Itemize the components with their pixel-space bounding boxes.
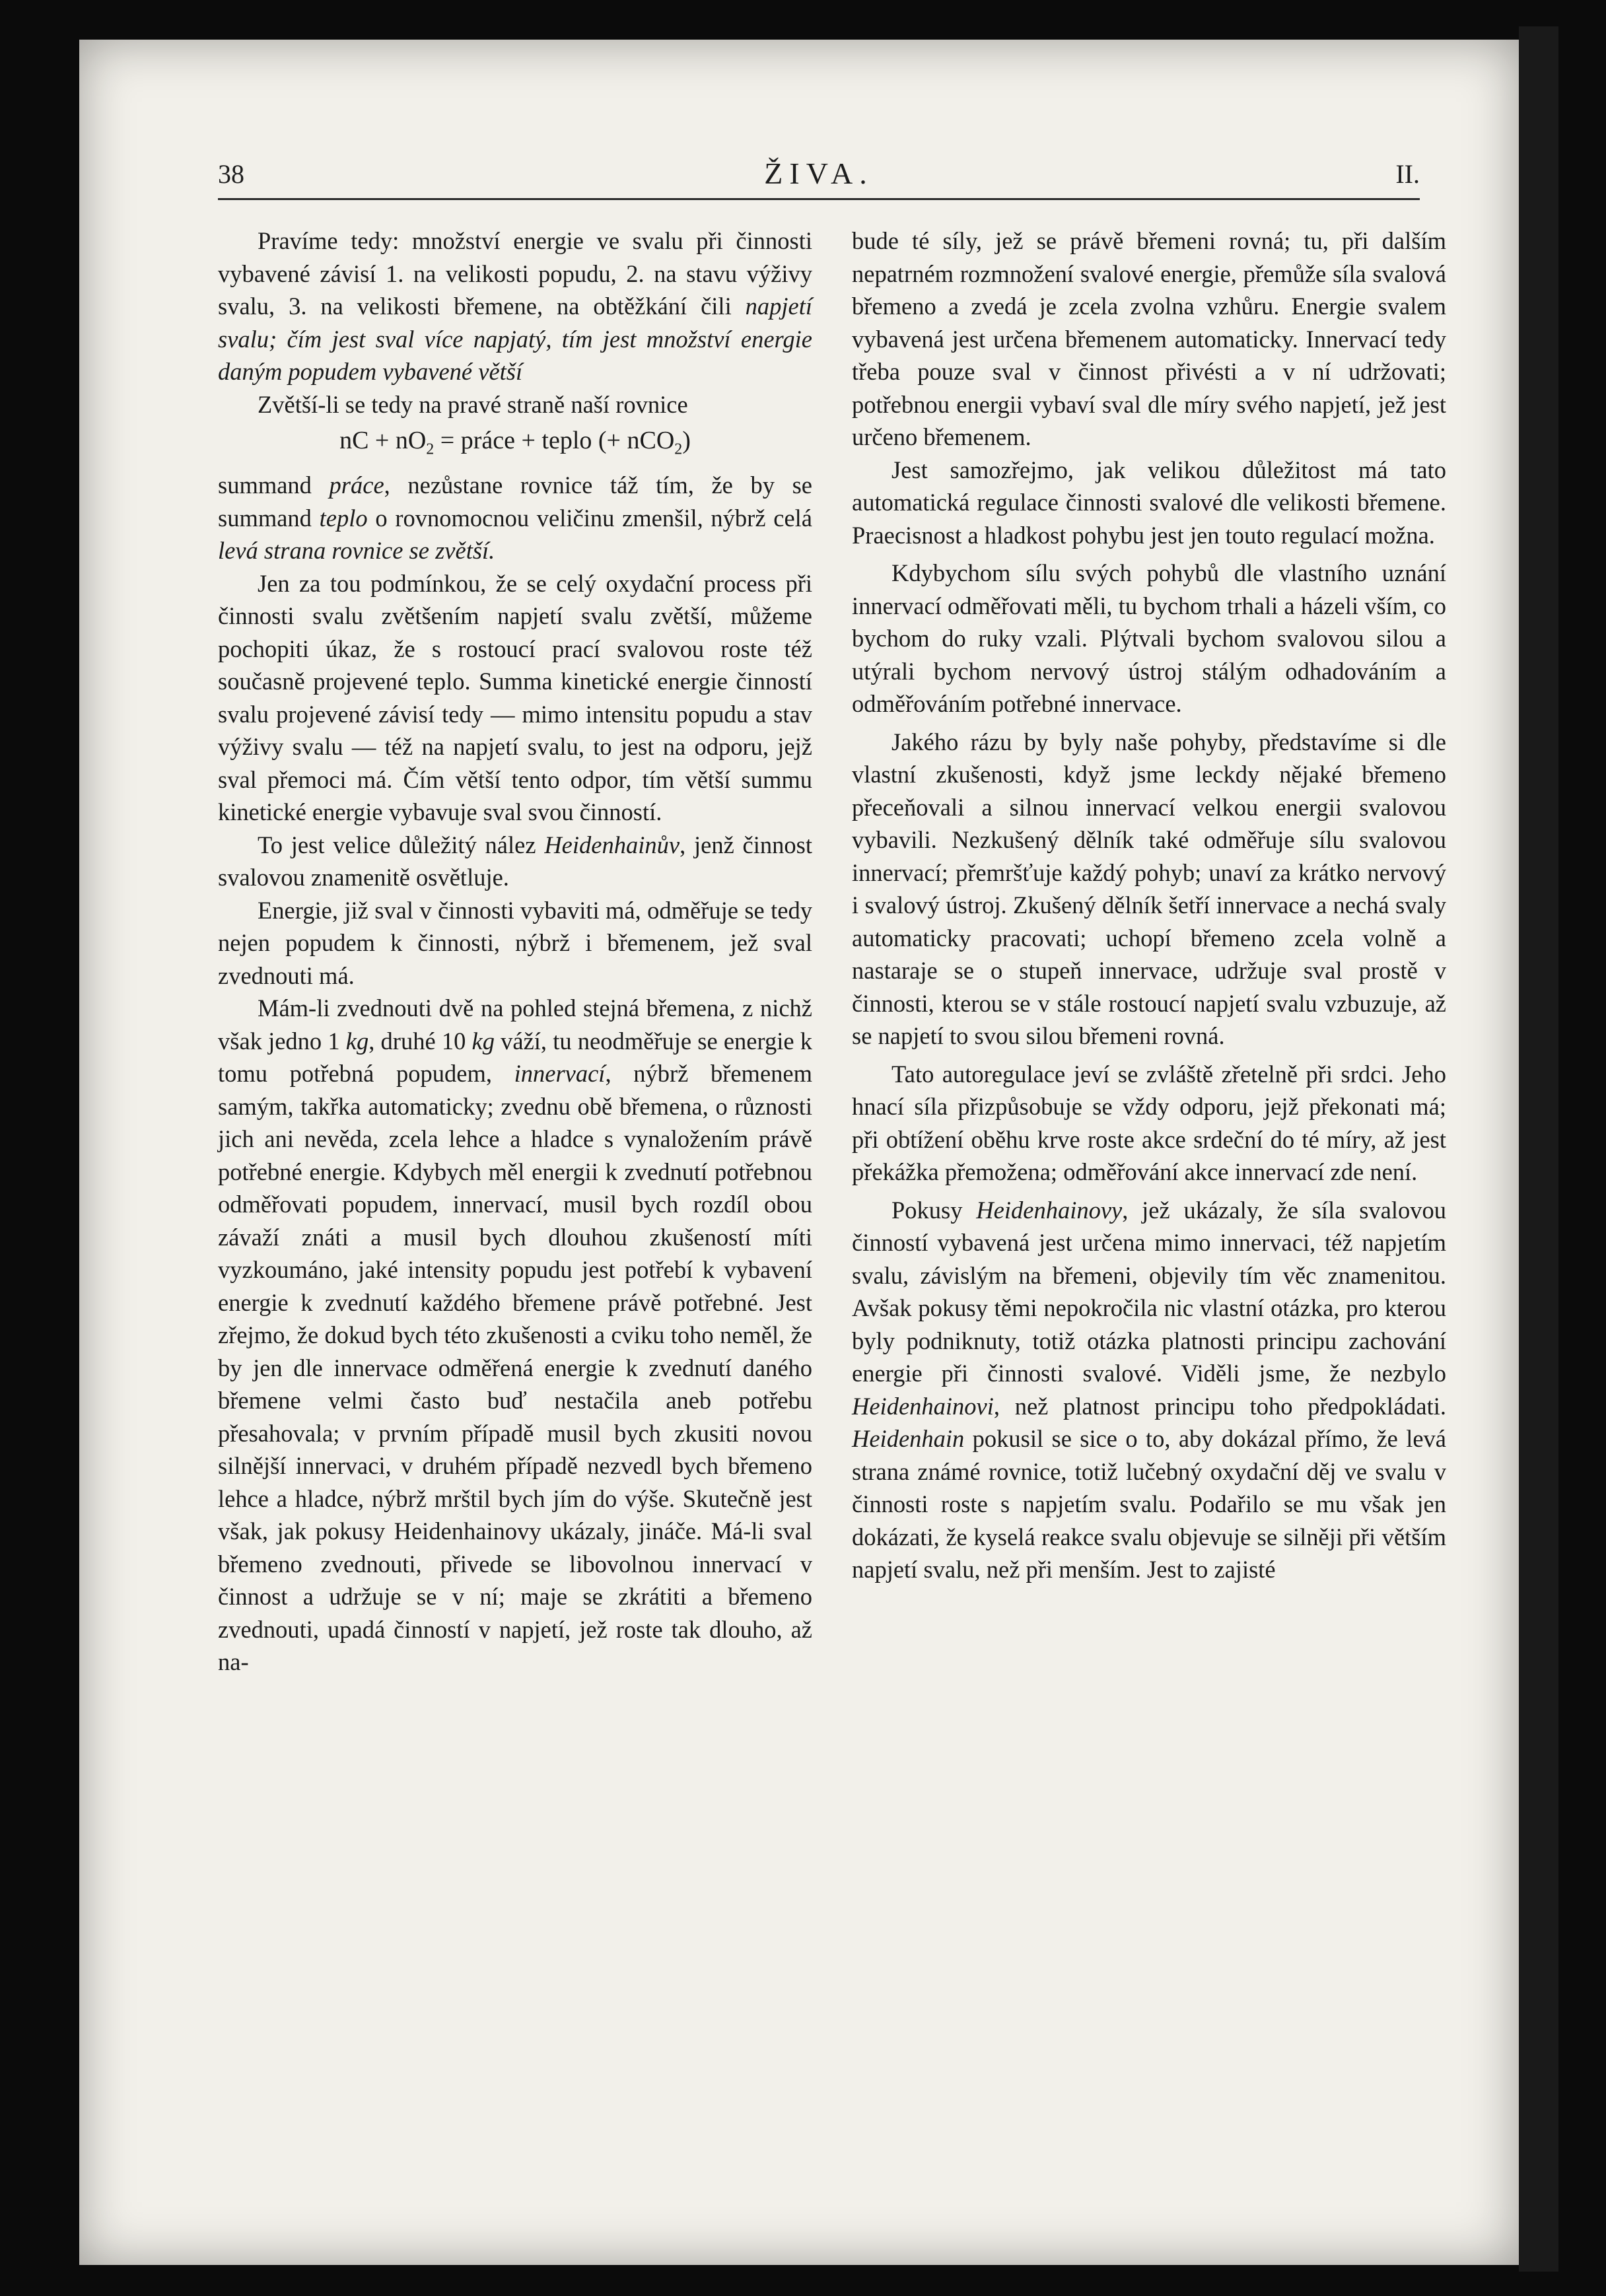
text-run: pokusil se sice o to, aby dokázal přímo, že levá strana známé rovnice, totiž lučebný oxydační děj ve svalu v činnosti roste s napjetím svalu. Podařilo se mu však jen dokázati, že kyselá reakce svalu objevuje se silněji při větším napjetí svalu, než při menším. Jest to zajisté [852, 1425, 1446, 1583]
formula-part: nC + nO [339, 427, 427, 454]
text-run: summand [218, 471, 330, 499]
italic-text: napjetí svalu; čím jest sval více napjatý, tím jest množství energie daným popudem vybavené větší [218, 293, 812, 385]
scan-edge [1519, 26, 1558, 2272]
italic-text: kg [345, 1027, 369, 1055]
page-number: 38 [218, 159, 244, 189]
text-run: váží, tu neodměřuje se energie k tomu potřebná popudem, [218, 1027, 812, 1088]
running-header [218, 152, 1420, 198]
paragraph: Zvětší-li se tedy na pravé straně naší rovnice [258, 390, 688, 418]
paragraph: Jen za tou podmínkou, že se celý oxydační process při činnosti svalu zvětšením napjetí svalu zvětší, můžeme pochopiti úkaz, že s rostoucí prací svalovou roste též současně projevené teplo. Summa kinetické energie činností svalu projevené závisí tedy — mimo intensitu popudu a stav výživy svalu — též na napjetí svalu, to jest na odporu, jejž sval přemoci má. Čím větší tento odpor, tím větší summu kinetické energie vybavuje sval svou činností. [218, 569, 812, 826]
paragraph: bude té síly, jež se právě břemeni rovná; tu, při dalším nepatrném rozmnožení svalové energie, přemůže síla svalová břemeno a zvedá je zcela zvolna vzhůru. Energie svalem vybavená jest určena břemenem automaticky. Innervací tedy třeba pouze sval v činnost přivésti a v ní udržovati; potřebnou energii vybaví sval dle míry svého napjetí, jež jest určeno břemenem. [852, 227, 1446, 450]
text-run: , nýbrž břemenem samým, takřka automaticky; zvednu obě břemena, o různosti jich ani nevěda, zcela lehce a hladce s vynaložením právě potřebné energie. Kdybych měl energii k zvednutí potřebnou odměřovati popudem, innervací, musil bych rozdíl obou závaží znáti a musil bych dlouhou zkušeností míti vyzkoumáno, jaké intensity popudu jest potřebí k vybavení energie k zvednutí každého břemene právě potřebné. Jest zřejmo, že dokud bych této zkušenosti a cviku toho neměl, že by jen dle innervace odměřená energie k zvednutí daného břemene velmi často buď nestačila aneb potřebu přesahovala; v prvním případě musil bych zkusiti novou silnější innervaci, v druhém případě nezvedl bych břemeno lehce a hladce, nýbrž mrštil bych jím do výše. Skutečně jest však, jak pokusy Heidenhainovy ukázaly, jináče. Má-li sval břemeno zvednouti, přivede se libovolnou innervací v činnost a udržuje se v ní; maje se zkrátiti a břemeno zvednouti, upadá činností v napjetí, jež roste tak dlouho, až na- [218, 1060, 812, 1676]
paragraph: Jakého rázu by byly naše pohyby, představíme si dle vlastní zkušenosti, když jsme leckdy nějaké břemeno přeceňovali a silnou innervací velkou energii svalovou vybavili. Nezkušený dělník také odměřuje sílu svalovou innervací; přemršťuje každý pohyb; unaví za krátko nervový i svalový ústroj. Zkušený dělník šetří innervace a nechá svaly automaticky pracovati; uchopí břemeno zcela volně a nastaraje se o stupeň innervace, udržuje sval prostě v činnosti, kterou se v stále rostoucí napjetí svalu vzbuzuje, až se napjetí to svou silou břemeni rovná. [852, 728, 1446, 1049]
header-rule [218, 198, 1420, 200]
text-run: , jenž činnost svalovou znamenitě osvětluje. [218, 831, 812, 891]
paragraph [852, 1194, 1446, 1586]
chemical-equation [218, 425, 812, 466]
right-column [852, 225, 1446, 1586]
italic-text: práce [329, 471, 384, 499]
paragraph: Jest samozřejmo, jak velikou důležitost má tato automatická regulace činnosti svalové dle velikosti břemene. Praecisnost a hladkost pohybu jest jen touto regulací možna. [852, 456, 1446, 549]
paragraph [218, 829, 812, 894]
volume-number: II. [1395, 159, 1420, 189]
italic-text: teplo [319, 504, 368, 532]
text-run: Pokusy [891, 1196, 977, 1224]
paragraph [218, 992, 812, 1679]
italic-text: kg [471, 1027, 495, 1055]
text-run: , než platnost principu toho předpokládati. [993, 1392, 1446, 1420]
text-run: o rovnomocnou veličinu zmenšil, nýbrž celá [367, 504, 812, 532]
paragraph: Energie, již sval v činnosti vybaviti má, odměřuje se tedy nejen popudem k činnosti, nýbrž i břemenem, jež sval zvednouti má. [218, 896, 812, 989]
text-run: To jest velice důležitý nález [258, 831, 545, 858]
paragraph: Tato autoregulace jeví se zvláště zřetelně při srdci. Jeho hnací síla přizpůsobuje se vždy odporu, jejž překonati má; při obtížení oběhu krve roste akce srdeční do té míry, až jest překážka přemožena; odměřování akce innervací zde není. [852, 1060, 1446, 1185]
italic-text: innervací [514, 1060, 606, 1088]
text-run: , nezůstane rovnice táž tím, že by se summand [218, 471, 812, 532]
text-run: Mám-li zvednouti dvě na pohled stejná břemena, z nichž však jedno 1 [218, 994, 812, 1055]
paragraph: Kdybychom sílu svých pohybů dle vlastního uznání innervací odměřovati měli, tu bychom trhali a házeli vším, co bychom do ruky vzali. Plýtvali bychom svalovou silou a utýrali bychom nervový ústroj stálým odhadováním a odměřováním potřebné innervace. [852, 559, 1446, 717]
paragraph [218, 469, 812, 567]
text-run: Pravíme tedy: množství energie ve svalu při činnosti vybavené závisí 1. na velikosti popudu, 2. na stavu výživy svalu, 3. na velikosti břemene, na obtěžkání čili [218, 227, 812, 320]
italic-text: levá strana rovnice se zvětší. [218, 537, 495, 565]
italic-text: Heidenhain [852, 1425, 965, 1452]
journal-title: ŽIVA. [764, 157, 874, 190]
italic-text: Heidenhainovy [976, 1196, 1123, 1224]
formula-part: ) [682, 427, 691, 454]
paragraph [218, 225, 812, 388]
italic-text: Heidenhainovi [852, 1392, 994, 1420]
left-column [218, 225, 812, 1679]
italic-text: Heidenhainův [544, 831, 680, 858]
formula-subscript: 2 [426, 440, 435, 458]
formula-subscript: 2 [674, 440, 683, 458]
text-run: , jež ukázaly, že síla svalovou činností vybavená jest určena mimo innervaci, též napjetím svalu, závislým na břemeni, objevily tím věc znamenitou. Avšak pokusy těmi nepokročila nic vlastní otázka, pro kterou byly podniknuty, totiž otázka platnosti principu zachování energie při činnosti svalové. Viděli jsme, že nezbylo [852, 1196, 1446, 1387]
text-run: , druhé 10 [368, 1027, 472, 1055]
formula-part: = práce + teplo (+ nCO [434, 427, 675, 454]
